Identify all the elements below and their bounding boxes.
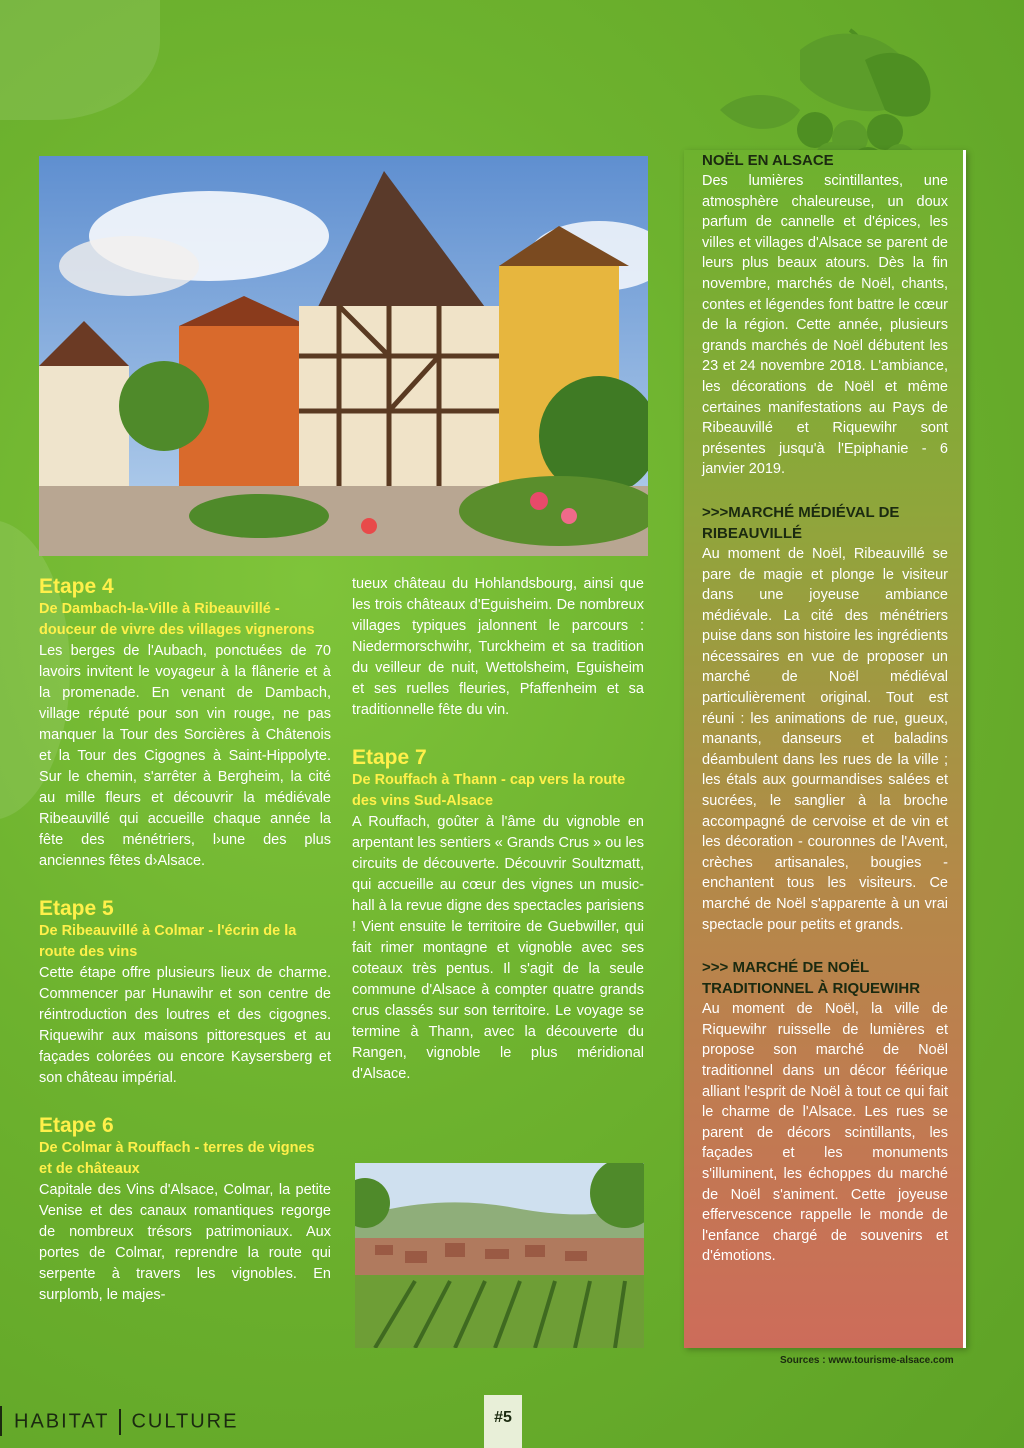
etape-7-text: A Rouffach, goûter à l'âme du vignoble en arpentant les sentiers « Grands Crus » ou les circuits de découverte. Découvrir Soultzmatt, qui accueille au cœur des vignes un music-hall à la revue digne des spectacles parisiens ! Vient ensuite le territoire de Guebwiller, qui fait rimer montagne et vignoble avec ses coteaux très pentus. Il s'agit de la seule commune d'Alsace à compter quatre grands crus classés sur son territoire. Le voyage se termine à Thann, avec la découverte du Rangen, vignoble le plus méridional d'Alsace.: [352, 814, 644, 1082]
half-timbered-houses-photo: [39, 156, 648, 556]
sidebar-heading-riquewihr: >>> MARCHÉ DE NOËL TRADITIONNEL À RIQUEWIHR: [702, 959, 921, 998]
column-left: [39, 574, 331, 1306]
page-number: #5: [484, 1395, 522, 1448]
footer-separator: [119, 1409, 121, 1435]
etape-5-subtitle: De Ribeauvillé à Colmar - l'écrin de la route des vins: [39, 923, 297, 960]
footer-culture: CULTURE: [131, 1410, 239, 1433]
sources-credit: Sources : www.tourisme-alsace.com: [780, 1355, 954, 1366]
etape-6-text: Capitale des Vins d'Alsace, Colmar, la petite Venise et des canaux romantiques regorge de nombreux trésors patrimoniaux. Aux portes de Colmar, reprendre la route qui serpente à travers les vignobles. En surplomb, le majes-: [39, 1182, 331, 1303]
sidebar-heading-noel: NOËL EN ALSACE: [702, 152, 834, 169]
sidebar-text-ribeauville: Au moment de Noël, Ribeauvillé se pare de magie et plonge le visiteur dans une joyeuse ambiance médiévale. La cité des ménétriers puise dans son histoire les ingrédients nécessaires en vue de proposer un marché de Noël médiéval particulièrement original. Tout est réuni : les animations de rue, gueux, manants, danseurs et baladins déambulent dans les rues de la ville ; les étals aux gourmandises salées et sucrées, le sanglier à la broche accompagné de cervoise et de vin et les décoration - couronnes de l'Avent, crèches artisanales, bougies - enchantent tous les visiteurs. Ce marché de Noël s'apparente à un vrai spectacle pour petits et grands.: [702, 545, 948, 933]
etape-6-subtitle: De Colmar à Rouffach - terres de vignes et de châteaux: [39, 1140, 315, 1177]
etape-4-subtitle: De Dambach-la-Ville à Ribeauvillé - douceur de vivre des villages vignerons: [39, 601, 315, 638]
footer-section-label: [14, 1409, 238, 1435]
sidebar-noel-en-alsace: [684, 150, 966, 1348]
etape-7-subtitle: De Rouffach à Thann - cap vers la route des vins Sud-Alsace: [352, 772, 626, 809]
etape-4-title: Etape 4: [39, 575, 114, 598]
background-leaf-decoration: [0, 0, 160, 120]
etape-5-text: Cette étape offre plusieurs lieux de charme. Commencer par Hunawihr et son centre de réintroduction des loutres et des cigognes. Riquewihr aux maisons pittoresques et au façades colorées ou encore Kaysersberg et son château impérial.: [39, 965, 331, 1086]
sidebar-content: [702, 150, 948, 1289]
footer-habitat: HABITAT: [14, 1410, 110, 1433]
etape-6-text-continued: tueux château du Hohlandsbourg, ainsi que les trois châteaux d'Eguisheim. De nombreux villages typiques jalonnent le parcours : Niedermorschwihr, Turckheim et sa tradition du veilleur de nuit, Wettolsheim, Eguisheim et ses ruelles fleuries, Pfaffenheim et sa traditionnelle fête du vin.: [352, 576, 644, 718]
sidebar-text-riquewihr: Au moment de Noël, la ville de Riquewihr ruisselle de lumières et propose son marché de Noël traditionnel dans un décor féérique alliant l'esprit de Noël à tout ce qui fait le charme de l'Alsace. Les rues se parent de décors scintillants, les façades et les monuments s'illuminent, les échoppes du marché de Noël s'animent. Cette joyeuse effervescence rappelle le monde de l'enfance chargé de souvenirs et d'émotions.: [702, 1001, 948, 1265]
etape-7-title: Etape 7: [352, 746, 427, 769]
etape-6-title: Etape 6: [39, 1114, 114, 1137]
etape-5-title: Etape 5: [39, 897, 114, 920]
footer-rule: [0, 1406, 2, 1436]
etape-4-text: Les berges de l'Aubach, ponctuées de 70 lavoirs invitent le voyageur à la flânerie et à la promenade. En venant de Dambach, village réputé pour son vin rouge, ne pas manquer la Tour des Sorcières à Châtenois et la Tour des Cigognes à Saint-Hippolyte. Sur le chemin, s'arrêter à Bergheim, la cité au mille fleurs et découvrir la médiévale Ribeauvillé qui accueille chaque année la fête des ménétriers, l›une des plus anciennes fêtes d›Alsace.: [39, 643, 331, 869]
column-middle: [352, 574, 644, 1085]
sidebar-text-noel: Des lumières scintillantes, une atmosphère chaleureuse, un doux parfum de cannelle et d'épices, les villes et villages d'Alsace se parent de leurs plus beaux atours. Dès la fin novembre, marchés de Noël, chants, contes et légendes font battre le cœur de la région. Cette année, plusieurs grands marchés de Noël débutent les 23 et 24 novembre 2018. L'ambiance, les décorations de Noël et même certaines manifestations au Pays de Ribeauvillé et Riquewihr sont présentes jusqu'à l'Epiphanie - 6 janvier 2019.: [702, 173, 948, 478]
vineyard-village-photo: [355, 1163, 644, 1348]
sidebar-heading-ribeauville: >>>MARCHÉ MÉDIÉVAL DE RIBEAUVILLÉ: [702, 503, 900, 542]
